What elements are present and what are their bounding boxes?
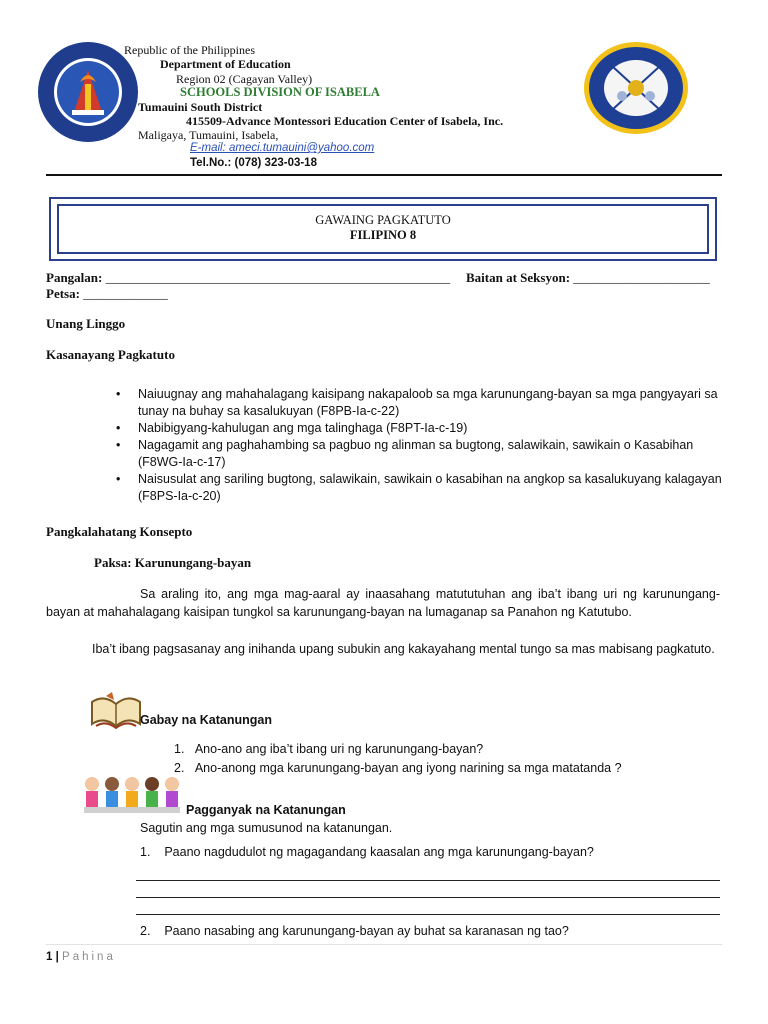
school-name-line: 415509-Advance Montessori Education Center of Isabela, Inc. bbox=[186, 114, 504, 128]
topic-heading: Paksa: Karunungang-bayan bbox=[94, 555, 252, 570]
date-field-row bbox=[46, 286, 168, 302]
answer-line[interactable] bbox=[136, 914, 720, 915]
name-label: Pangalan: bbox=[46, 270, 103, 285]
footer-divider bbox=[46, 944, 722, 945]
date-blank[interactable]: _____________ bbox=[83, 286, 168, 301]
concept-heading: Pangkalahatang Konsepto bbox=[46, 524, 193, 539]
motivation-heading: Pagganyak na Katanungan bbox=[186, 803, 346, 817]
region-line: Region 02 (Cagayan Valley) bbox=[176, 72, 313, 86]
objective-item: • Nabibigyang-kahulugan ang mga talinghaga (F8PT-Ia-c-19) bbox=[116, 421, 468, 435]
section-label: Baitan at Seksyon: bbox=[466, 270, 571, 285]
worksheet-title: GAWAING PAGKATUTO bbox=[315, 213, 451, 227]
competency-heading: Kasanayang Pagkatuto bbox=[46, 347, 175, 362]
objective-item: • Naisusulat ang sariling bugtong, salawikain, sawikain o kasabihan na angkop sa kasalukuyang kalagayan (F8PS-Ia-c-20) bbox=[116, 472, 722, 503]
answer-line[interactable] bbox=[136, 880, 720, 881]
guide-question: 1. Ano-ano ang iba’t ibang uri ng karunungang-bayan? bbox=[174, 742, 484, 756]
answer-line[interactable] bbox=[136, 897, 720, 898]
objective-item: • Nagagamit ang paghahambing sa pagbuo ng alinman sa bugtong, salawikain, sawikain o Kasabihan (F8WG-Ia-c-17) bbox=[116, 438, 694, 469]
practice-paragraph: Iba’t ibang pagsasanay ang inihanda upang subukin ang kakayahang mental tungo sa mas mabisang pagkatuto. bbox=[92, 642, 715, 656]
division-line: SCHOOLS DIVISION OF ISABELA bbox=[180, 85, 380, 99]
republic-line: Republic of the Philippines bbox=[124, 43, 255, 57]
motivation-question: 2. Paano nasabing ang karunungang-bayan ay buhat sa karanasan ng tao? bbox=[140, 924, 569, 938]
children-illustration bbox=[80, 774, 184, 822]
email-link[interactable]: E-mail: ameci.tumauini@yahoo.com bbox=[190, 142, 375, 154]
address-line: Maligaya, Tumauini, Isabela, bbox=[138, 128, 279, 142]
district-line: Tumauini South District bbox=[138, 100, 263, 114]
page-footer bbox=[46, 951, 116, 963]
week-heading: Unang Linggo bbox=[46, 316, 126, 331]
school-seal-logo bbox=[582, 40, 690, 136]
footer-separator: | bbox=[55, 951, 59, 963]
department-line: Department of Education bbox=[160, 57, 291, 71]
title-inner-border bbox=[57, 204, 709, 254]
motivation-instruction: Sagutin ang mga sumusunod na katanungan. bbox=[140, 821, 393, 835]
guide-question: 2. Ano-anong mga karunungang-bayan ang iyong narining sa mga matatanda ? bbox=[174, 761, 622, 775]
section-blank[interactable]: _____________________ bbox=[573, 270, 710, 285]
open-book-icon bbox=[88, 688, 144, 732]
header-divider bbox=[46, 174, 722, 176]
intro-paragraph: Sa araling ito, ang mga mag-aaral ay inaasahang matututuhan ang iba’t ibang uri ng karunungang-bayan at mahahalagang kaisipan tungkol sa karunungang-bayan na lumaganap sa Panahon ng Katutubo. bbox=[46, 587, 720, 619]
page-word: Pahina bbox=[62, 951, 116, 963]
subject-title: FILIPINO 8 bbox=[349, 228, 417, 242]
guide-heading: Gabay na Katanungan bbox=[140, 713, 272, 727]
name-blank[interactable]: _____________________________________________________ bbox=[105, 270, 451, 285]
name-field-row bbox=[46, 270, 450, 286]
date-label: Petsa: bbox=[46, 286, 80, 301]
objectives-list bbox=[94, 386, 728, 505]
objective-item: • Naiuugnay ang mahahalagang kaisipang nakapaloob sa mga karunungang-bayan sa mga pangyayari sa tunay na buhay sa kasalukuyan (F8PB-Ia-c-22) bbox=[116, 387, 718, 418]
motivation-question: 1. Paano nagdudulot ng magagandang kaasalan ang mga karunungang-bayan? bbox=[140, 845, 594, 859]
telephone-line: Tel.No.: (078) 323-03-18 bbox=[190, 157, 317, 169]
page-number: 1 bbox=[46, 951, 53, 963]
section-field-row bbox=[466, 270, 710, 286]
title-box bbox=[49, 197, 717, 261]
